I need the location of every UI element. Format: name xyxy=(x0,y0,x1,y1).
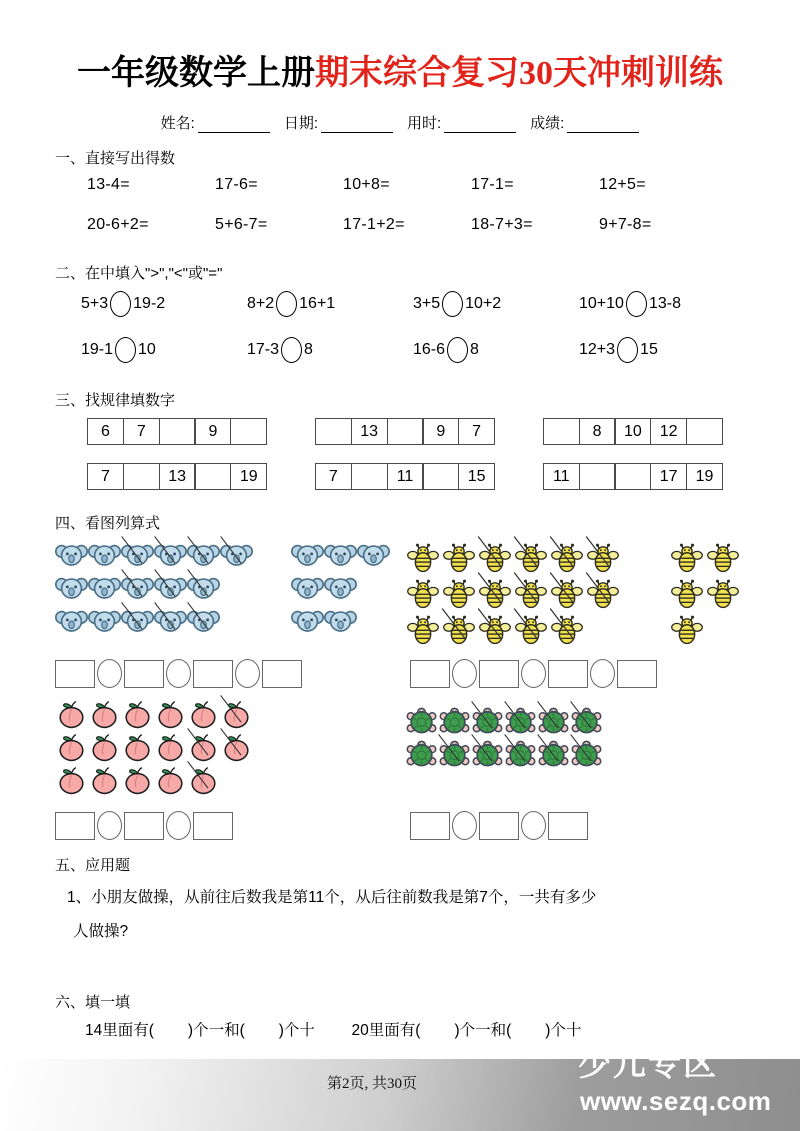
watermark-logo-text: 少儿专区 xyxy=(578,1045,718,1082)
koala-icon xyxy=(357,540,390,571)
bee-icon xyxy=(705,540,741,574)
pattern-cell[interactable]: 9 xyxy=(194,418,231,445)
koala-icon xyxy=(55,573,88,604)
section-2-row-2 xyxy=(55,337,745,363)
peach-icon xyxy=(220,732,253,763)
pattern-cell[interactable]: 19 xyxy=(686,463,723,490)
bee-icon xyxy=(405,576,441,610)
bee-icon xyxy=(669,576,705,610)
bee-icon xyxy=(585,576,621,610)
pattern-cell[interactable]: 9 xyxy=(422,418,459,445)
section-3-row-2 xyxy=(55,463,745,490)
answer-box-circle[interactable] xyxy=(452,659,477,688)
compare-right: 13-8 xyxy=(648,295,681,312)
fill-b-part3: )个十 xyxy=(545,1022,582,1039)
peach-icon xyxy=(121,732,154,763)
koala-icon xyxy=(154,606,187,637)
compare-circle[interactable] xyxy=(626,291,647,317)
section-1-row-1 xyxy=(55,176,745,194)
answer-box-square[interactable] xyxy=(262,660,302,688)
compare-circle[interactable] xyxy=(617,337,638,363)
answer-boxes-row-2-wrap xyxy=(55,811,745,840)
pattern-cell[interactable] xyxy=(123,463,160,490)
koala-icon xyxy=(88,540,121,571)
answer-box-circle[interactable] xyxy=(452,811,477,840)
compare-right: 8 xyxy=(470,341,479,358)
problem: 10+8= xyxy=(343,176,390,193)
icon-row xyxy=(669,539,741,575)
answer-box-square[interactable] xyxy=(410,812,450,840)
pattern-cell[interactable]: 15 xyxy=(458,463,495,490)
pattern-cell[interactable] xyxy=(422,463,459,490)
page-number: 第2页, 共30页 xyxy=(327,1076,418,1092)
pattern-cell[interactable]: 17 xyxy=(650,463,687,490)
answer-boxes-row-1 xyxy=(55,659,410,688)
pattern-cell[interactable]: 13 xyxy=(159,463,196,490)
bee-icon xyxy=(669,612,705,646)
koala-icon xyxy=(55,606,88,637)
answer-box-square[interactable] xyxy=(124,660,164,688)
koala-icon xyxy=(88,606,121,637)
field-time xyxy=(407,112,516,133)
field-time-label: 用时: xyxy=(407,115,442,132)
problem-line-2: 人做操? xyxy=(73,923,129,940)
peach-icon xyxy=(154,699,187,730)
icon-row xyxy=(55,764,405,797)
answer-boxes-row-2 xyxy=(55,811,410,840)
problem: 17-6= xyxy=(215,176,258,193)
problem-line-1: 1、小朋友做操，从前往后数我是第11个，从后往前数我是第7个，一共有多少 xyxy=(67,889,597,906)
problem: 17-1+2= xyxy=(343,216,405,233)
pattern-grid xyxy=(87,463,267,490)
problem: 12+5= xyxy=(599,176,646,193)
pattern-grid xyxy=(315,418,495,445)
answer-box-circle[interactable] xyxy=(97,659,122,688)
peach-icon xyxy=(88,732,121,763)
pattern-cell[interactable] xyxy=(194,463,231,490)
compare-right: 15 xyxy=(640,341,658,358)
problem: 18-7+3= xyxy=(471,216,533,233)
pattern-grid xyxy=(87,418,267,445)
turtle-icon xyxy=(570,738,603,769)
pattern-cell[interactable] xyxy=(230,418,267,445)
compare-left: 19-1 xyxy=(81,341,114,358)
answer-box-square[interactable] xyxy=(55,660,95,688)
koala-icon xyxy=(324,573,357,604)
answer-box-square[interactable] xyxy=(193,812,233,840)
pattern-cell[interactable]: 10 xyxy=(614,418,651,445)
pattern-grid xyxy=(543,418,723,445)
bee-icon xyxy=(585,540,621,574)
icon-row xyxy=(55,572,253,605)
field-date xyxy=(284,112,393,133)
bee-icon xyxy=(549,576,585,610)
pattern-cell[interactable] xyxy=(579,463,616,490)
compare-circle[interactable] xyxy=(447,337,468,363)
peach-icon xyxy=(187,732,220,763)
title-black-part: 一年级数学上册 xyxy=(77,55,315,92)
answer-box-square[interactable] xyxy=(410,660,450,688)
compare-item xyxy=(413,337,579,363)
bee-icon xyxy=(441,540,477,574)
compare-item xyxy=(579,337,745,363)
answer-box-square[interactable] xyxy=(124,812,164,840)
answer-box-circle[interactable] xyxy=(590,659,615,688)
fill-a-part2: )个一和( xyxy=(187,1022,245,1039)
peach-icon xyxy=(187,765,220,796)
compare-circle[interactable] xyxy=(442,291,463,317)
pattern-cell[interactable] xyxy=(351,463,388,490)
compare-item xyxy=(81,291,247,317)
field-score xyxy=(530,112,639,133)
section-2-row-1 xyxy=(55,291,745,317)
koala-icon xyxy=(187,606,220,637)
compare-left: 3+5 xyxy=(413,295,441,312)
pattern-cell[interactable]: 8 xyxy=(579,418,616,445)
peach-icon xyxy=(220,699,253,730)
koala-icon xyxy=(121,573,154,604)
picture-group-row-2 xyxy=(55,698,745,797)
field-name-blank[interactable] xyxy=(198,119,270,133)
problem: 17-1= xyxy=(471,176,514,193)
compare-item xyxy=(413,291,579,317)
bee-icon xyxy=(705,576,741,610)
pattern-cell[interactable] xyxy=(543,418,580,445)
peach-group xyxy=(55,698,405,797)
section-6-heading: 六、填一填 xyxy=(55,994,131,1011)
icon-row xyxy=(669,575,741,611)
pattern-cell[interactable] xyxy=(387,418,424,445)
compare-right: 16+1 xyxy=(299,295,336,312)
turtle-icon xyxy=(570,705,603,736)
problem: 20-6+2= xyxy=(87,216,149,233)
answer-boxes-row-1-right xyxy=(410,659,659,688)
icon-row xyxy=(291,572,390,605)
compare-item xyxy=(247,337,413,363)
section-5-heading: 五、应用题 xyxy=(55,857,131,874)
peach-icon xyxy=(88,699,121,730)
icon-row xyxy=(405,737,745,770)
pattern-cell[interactable]: 7 xyxy=(87,463,124,490)
pattern-cell[interactable]: 19 xyxy=(230,463,267,490)
fill-a-part3: )个十 xyxy=(278,1022,315,1039)
section-3-row-1 xyxy=(55,418,745,445)
bee-icon xyxy=(513,576,549,610)
section-6-row xyxy=(55,1018,745,1040)
peach-icon xyxy=(154,765,187,796)
fill-a-part1: 14里面有( xyxy=(85,1022,154,1039)
pattern-cell[interactable]: 12 xyxy=(650,418,687,445)
answer-box-circle[interactable] xyxy=(521,811,546,840)
bee-icon xyxy=(441,612,477,646)
peach-icon xyxy=(88,765,121,796)
bee-group-left xyxy=(405,539,621,647)
icon-row xyxy=(55,698,405,731)
answer-box-square[interactable] xyxy=(548,812,588,840)
field-name-label: 姓名: xyxy=(160,115,195,132)
koala-icon xyxy=(220,540,253,571)
turtle-icon xyxy=(537,738,570,769)
bee-icon xyxy=(549,612,585,646)
section-5-problem xyxy=(55,881,745,949)
koala-icon xyxy=(121,606,154,637)
compare-right: 10+2 xyxy=(465,295,502,312)
answer-boxes-row-1-wrap xyxy=(55,659,745,688)
icon-row xyxy=(55,539,253,572)
turtle-icon xyxy=(438,705,471,736)
bee-icon xyxy=(513,612,549,646)
answer-box-square[interactable] xyxy=(479,660,519,688)
turtle-icon xyxy=(438,738,471,769)
compare-left: 17-3 xyxy=(247,341,280,358)
compare-item xyxy=(579,291,745,317)
turtle-icon xyxy=(405,738,438,769)
picture-group-row-1 xyxy=(55,539,745,647)
watermark-url: www.sezq.com xyxy=(580,1086,772,1116)
pattern-cell[interactable]: 7 xyxy=(315,463,352,490)
answer-box-square[interactable] xyxy=(193,660,233,688)
peach-icon xyxy=(55,699,88,730)
koala-icon xyxy=(187,573,220,604)
field-time-blank[interactable] xyxy=(444,119,516,133)
pattern-cell[interactable]: 7 xyxy=(123,418,160,445)
icon-row xyxy=(55,605,253,638)
compare-circle[interactable] xyxy=(110,291,131,317)
bee-icon xyxy=(441,576,477,610)
page-title xyxy=(55,0,745,94)
pattern-grid xyxy=(315,463,495,490)
turtle-icon xyxy=(471,738,504,769)
turtle-icon xyxy=(537,705,570,736)
compare-left: 12+3 xyxy=(579,341,616,358)
answer-box-square[interactable] xyxy=(617,660,657,688)
bee-icon xyxy=(669,540,705,574)
icon-row xyxy=(291,539,390,572)
bee-icon xyxy=(405,612,441,646)
compare-item xyxy=(247,291,413,317)
koala-icon xyxy=(187,540,220,571)
student-info-line xyxy=(55,112,745,133)
compare-left: 10+10 xyxy=(579,295,624,312)
peach-icon xyxy=(55,765,88,796)
section-1-heading: 一、直接写出得数 xyxy=(55,150,176,167)
compare-left: 5+3 xyxy=(81,295,109,312)
koala-icon xyxy=(88,573,121,604)
icon-row xyxy=(405,704,745,737)
answer-box-circle[interactable] xyxy=(235,659,260,688)
koala-icon xyxy=(324,606,357,637)
fill-b-part2: )个一和( xyxy=(454,1022,512,1039)
turtle-group xyxy=(405,704,745,770)
koala-icon xyxy=(154,540,187,571)
compare-left: 8+2 xyxy=(247,295,275,312)
section-1-row-2 xyxy=(55,216,745,234)
turtle-icon xyxy=(504,705,537,736)
koala-icon xyxy=(324,540,357,571)
koala-icon xyxy=(291,540,324,571)
pattern-cell[interactable] xyxy=(315,418,352,445)
answer-box-circle[interactable] xyxy=(521,659,546,688)
compare-item xyxy=(81,337,247,363)
field-score-blank[interactable] xyxy=(567,119,639,133)
title-red-part: 期末综合复习30天冲刺训练 xyxy=(315,55,723,92)
problem: 13-4= xyxy=(87,176,130,193)
answer-box-circle[interactable] xyxy=(166,659,191,688)
pattern-cell[interactable] xyxy=(686,418,723,445)
turtle-icon xyxy=(471,705,504,736)
bee-icon xyxy=(513,540,549,574)
field-name xyxy=(161,112,270,133)
icon-row xyxy=(291,605,390,638)
compare-left: 16-6 xyxy=(413,341,446,358)
problem: 5+6-7= xyxy=(215,216,268,233)
turtle-icon xyxy=(405,705,438,736)
field-date-blank[interactable] xyxy=(321,119,393,133)
koala-icon xyxy=(121,540,154,571)
section-4-heading: 四、看图列算式 xyxy=(55,515,161,532)
pattern-cell[interactable] xyxy=(159,418,196,445)
compare-circle[interactable] xyxy=(281,337,302,363)
koala-icon xyxy=(55,540,88,571)
pattern-cell[interactable]: 6 xyxy=(87,418,124,445)
answer-box-square[interactable] xyxy=(479,812,519,840)
icon-row xyxy=(55,731,405,764)
icon-row xyxy=(669,611,741,647)
bee-icon xyxy=(405,540,441,574)
koala-icon xyxy=(291,573,324,604)
bee-icon xyxy=(549,540,585,574)
peach-icon xyxy=(55,732,88,763)
bee-group-right xyxy=(669,539,741,647)
koala-icon xyxy=(291,606,324,637)
peach-icon xyxy=(154,732,187,763)
answer-boxes-row-2-right xyxy=(410,811,590,840)
section-2-heading: 二、在中填入">","<"或"=" xyxy=(55,265,223,282)
peach-icon xyxy=(121,699,154,730)
answer-box-square[interactable] xyxy=(55,812,95,840)
answer-box-circle[interactable] xyxy=(97,811,122,840)
bee-icon xyxy=(477,540,513,574)
bee-icon xyxy=(477,612,513,646)
koala-group-right xyxy=(291,539,390,638)
answer-box-circle[interactable] xyxy=(166,811,191,840)
compare-right: 8 xyxy=(304,341,313,358)
pattern-cell[interactable]: 7 xyxy=(458,418,495,445)
pattern-cell[interactable]: 11 xyxy=(543,463,580,490)
pattern-grid xyxy=(543,463,723,490)
compare-circle[interactable] xyxy=(276,291,297,317)
icon-row xyxy=(405,575,621,611)
compare-right: 19-2 xyxy=(133,295,166,312)
icon-row xyxy=(405,611,621,647)
section-3-heading: 三、找规律填数字 xyxy=(55,392,176,409)
pattern-cell[interactable]: 11 xyxy=(387,463,424,490)
field-score-label: 成绩: xyxy=(530,115,565,132)
compare-right: 10 xyxy=(138,341,156,358)
problem: 9+7-8= xyxy=(599,216,652,233)
peach-icon xyxy=(187,699,220,730)
turtle-icon xyxy=(504,738,537,769)
peach-icon xyxy=(121,765,154,796)
answer-box-square[interactable] xyxy=(548,660,588,688)
icon-row xyxy=(405,539,621,575)
koala-icon xyxy=(154,573,187,604)
field-date-label: 日期: xyxy=(283,115,318,132)
pattern-cell[interactable] xyxy=(614,463,651,490)
bee-icon xyxy=(477,576,513,610)
koala-group-left xyxy=(55,539,253,638)
compare-circle[interactable] xyxy=(115,337,136,363)
pattern-cell[interactable]: 13 xyxy=(351,418,388,445)
fill-b-part1: 20里面有( xyxy=(351,1022,421,1039)
